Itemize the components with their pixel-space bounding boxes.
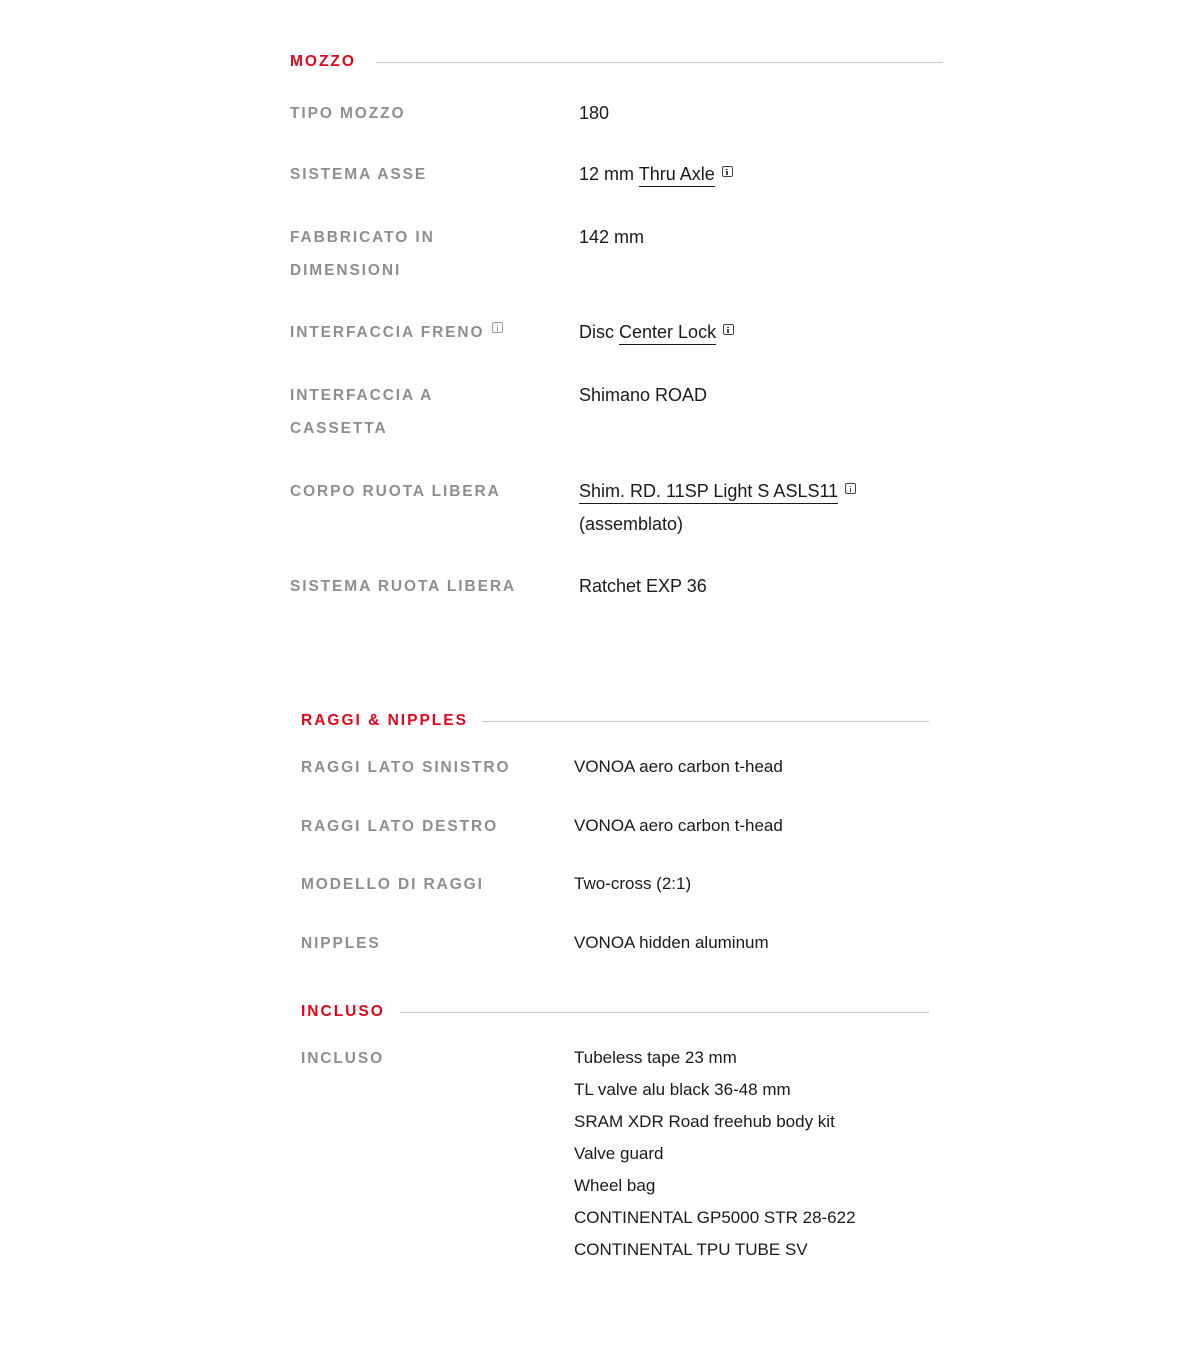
divider (482, 721, 929, 722)
info-icon[interactable] (492, 322, 503, 333)
list-item: Valve guard (574, 1144, 664, 1163)
info-icon[interactable] (723, 324, 734, 335)
spec-value: Shimano ROAD (579, 385, 708, 405)
freehub-body-link[interactable]: Shim. RD. 11SP Light S ASLS11 (579, 481, 838, 504)
spec-label: INCLUSO (301, 1050, 385, 1067)
spec-label: RAGGI LATO DESTRO (301, 818, 499, 835)
list-item: CONTINENTAL TPU TUBE SV (574, 1240, 808, 1259)
list-item: CONTINENTAL GP5000 STR 28-622 (574, 1208, 856, 1227)
center-lock-link[interactable]: Center Lock (619, 322, 716, 345)
divider (400, 1012, 929, 1013)
spec-label: MODELLO DI RAGGI (301, 876, 484, 893)
section-header (301, 711, 929, 731)
spec-value (579, 316, 734, 349)
section-header (290, 52, 943, 72)
spec-value: 180 (579, 103, 610, 123)
section-incluso (301, 1002, 929, 1282)
section-title: MOZZO (290, 53, 356, 70)
section-title: RAGGI & NIPPLES (301, 712, 468, 729)
info-icon[interactable] (845, 483, 856, 494)
spec-value: 142 mm (579, 227, 645, 247)
spec-label: NIPPLES (301, 935, 381, 952)
section-title: INCLUSO (301, 1003, 385, 1020)
spec-label-text: INTERFACCIA FRENO (290, 324, 485, 341)
spec-label (290, 379, 433, 445)
spec-label-line: DIMENSIONI (290, 262, 402, 279)
section-mozzo (290, 52, 943, 612)
section-raggi-nipples (301, 711, 929, 961)
value-line (579, 475, 856, 508)
spec-label-line: CASSETTA (290, 420, 388, 437)
spec-value: Two-cross (2:1) (574, 874, 692, 893)
spec-label: SISTEMA ASSE (290, 166, 428, 183)
thru-axle-link[interactable]: Thru Axle (639, 164, 715, 187)
list-item: Wheel bag (574, 1176, 656, 1195)
spec-label: RAGGI LATO SINISTRO (301, 759, 511, 776)
value-text: 12 mm (579, 164, 635, 184)
spec-label-line: INTERFACCIA A (290, 387, 434, 404)
spec-value: VONOA hidden aluminum (574, 933, 769, 952)
spec-value (579, 475, 856, 541)
section-header (301, 1002, 929, 1022)
spec-value: Ratchet EXP 36 (579, 576, 707, 596)
list-item: TL valve alu black 36-48 mm (574, 1080, 791, 1099)
spec-label (290, 316, 503, 349)
value-text: Disc (579, 322, 614, 342)
included-items-list (574, 1042, 856, 1266)
spec-value (579, 158, 733, 191)
spec-label: CORPO RUOTA LIBERA (290, 483, 501, 500)
spec-value: VONOA aero carbon t-head (574, 816, 783, 835)
list-item: SRAM XDR Road freehub body kit (574, 1112, 835, 1131)
spec-value: VONOA aero carbon t-head (574, 757, 783, 776)
spec-label (290, 221, 435, 287)
spec-label-line: FABBRICATO IN (290, 229, 435, 246)
list-item: Tubeless tape 23 mm (574, 1048, 737, 1067)
spec-label: TIPO MOZZO (290, 105, 406, 122)
divider (376, 62, 943, 63)
info-icon[interactable] (722, 166, 733, 177)
value-text: (assemblato) (579, 514, 684, 534)
spec-label: SISTEMA RUOTA LIBERA (290, 578, 517, 595)
